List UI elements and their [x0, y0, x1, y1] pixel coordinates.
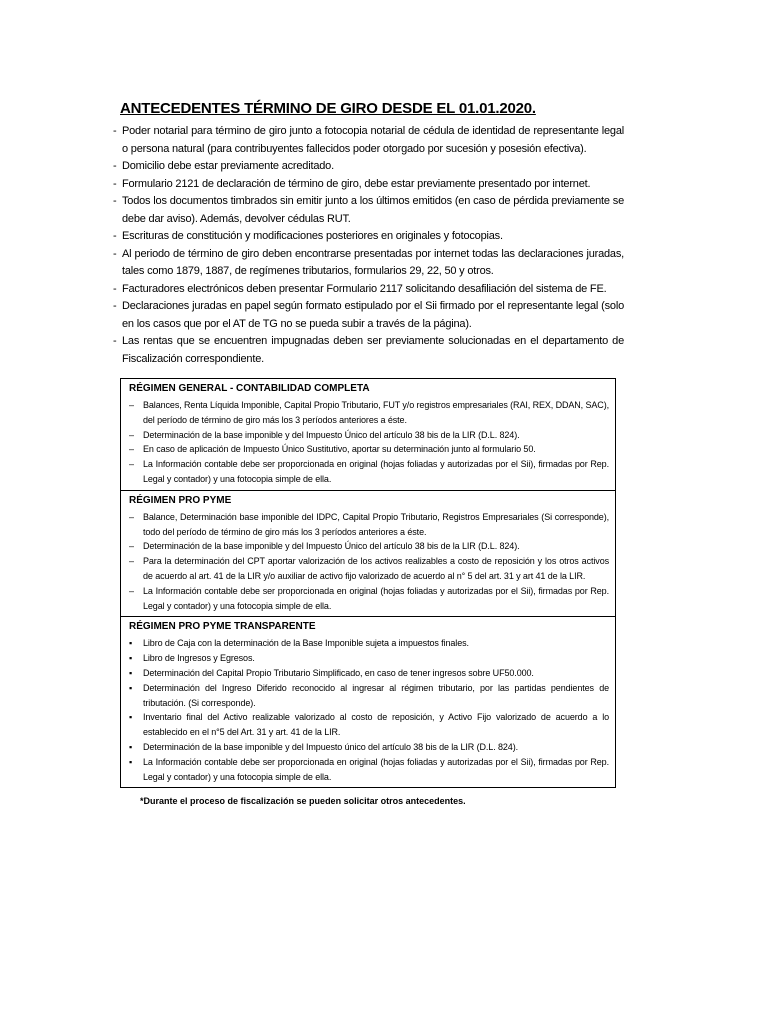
regime-general-title: RÉGIMEN GENERAL - CONTABILIDAD COMPLETA: [129, 383, 370, 394]
regime-general-list: [129, 398, 609, 487]
list-item: - Domicilio debe estar previamente acreditado.: [112, 158, 624, 176]
list-item: ▪ Determinación del Ingreso Diferido reconocido al ingresar al régimen tributario, por las partidas pendientes de tributación. (Si corresponde).: [129, 681, 609, 711]
list-item: - Las rentas que se encuentren impugnadas deben ser previamente solucionadas en el departamento de Fiscalización correspondiente.: [112, 333, 624, 368]
list-item: – La Información contable debe ser proporcionada en original (hojas foliadas y autorizadas por el Sii), firmadas por Rep. Legal y contador) y una fotocopia simple de ella.: [129, 457, 609, 487]
regime-pro-pyme-cell: [121, 490, 616, 617]
list-item: - Al periodo de término de giro deben encontrarse presentadas por internet todas las declaraciones juradas, tales como 1879, 1887, de regímenes tributarios, formularios 29, 22, 50 y otros.: [112, 246, 624, 281]
list-item: – La Información contable debe ser proporcionada en original (hojas foliadas y autorizadas por el Sii), firmadas por Rep. Legal y contador) y una fotocopia simple de ella.: [129, 584, 609, 614]
list-item: - Todos los documentos timbrados sin emitir junto a los últimos emitidos (en caso de pérdida previamente se debe dar aviso). Además, devolver cédulas RUT.: [112, 193, 624, 228]
list-item: – Balances, Renta Líquida Imponible, Capital Propio Tributario, FUT y/o registros empresariales (RAI, REX, DDAN, SAC), del período de término de giro más los 3 períodos anteriores a éste.: [129, 398, 609, 428]
list-item: ▪ Determinación de la base imponible y del Impuesto único del artículo 38 bis de la LIR (D.L. 824).: [129, 740, 609, 755]
list-item: ▪ Determinación del Capital Propio Tributario Simplificado, en caso de tener ingresos sobre UF50.000.: [129, 666, 609, 681]
list-item: ▪ La Información contable debe ser proporcionada en original (hojas foliadas y autorizadas por el Sii), firmadas por Rep. Legal y contador) y una fotocopia simple de ella.: [129, 755, 609, 785]
document-content: [112, 100, 624, 806]
list-item: ▪ Inventario final del Activo realizable valorizado al costo de reposición, y Activo Fijo valorizado de acuerdo a lo establecido en el n°5 del Art. 31 y art. 41 de la LIR.: [129, 710, 609, 740]
list-item: - Escrituras de constitución y modificaciones posteriores en originales y fotocopias.: [112, 228, 624, 246]
table-row: [121, 617, 616, 788]
regime-transparente-title: RÉGIMEN PRO PYME TRANSPARENTE: [129, 621, 316, 633]
list-item: - Declaraciones juradas en papel según formato estipulado por el Sii firmado por el representante legal (solo en los casos que por el AT de TG no se pueda subir a través de la página).: [112, 298, 624, 333]
regime-pro-pyme-list: [129, 510, 609, 614]
requirements-list: [112, 123, 624, 368]
document-title: ANTECEDENTES TÉRMINO DE GIRO DESDE EL 01.01.2020.: [120, 100, 536, 117]
list-item: – En caso de aplicación de Impuesto Único Sustitutivo, aportar su determinación junto al formulario 50.: [129, 442, 609, 457]
regime-pro-pyme-title: RÉGIMEN PRO PYME: [129, 494, 232, 506]
list-item: - Poder notarial para término de giro junto a fotocopia notarial de cédula de identidad de representante legal o persona natural (para contribuyentes fallecidos poder otorgado por sucesión y posesión efectiva).: [112, 123, 624, 158]
regime-transparente-cell: [121, 617, 616, 788]
list-item: – Determinación de la base imponible y del Impuesto Único del artículo 38 bis de la LIR (D.L. 824).: [129, 539, 609, 554]
list-item: – Balance, Determinación base imponible del IDPC, Capital Propio Tributario, Registros Empresariales (Si corresponde), todo del período de término de giro más los 3 períodos anteriores a éste.: [129, 510, 609, 540]
list-item: ▪ Libro de Caja con la determinación de la Base Imponible sujeta a impuestos finales.: [129, 636, 609, 651]
footnote: *Durante el proceso de fiscalización se pueden solicitar otros antecedentes.: [140, 796, 466, 807]
regime-transparente-list: [129, 636, 609, 784]
list-item: – Para la determinación del CPT aportar valorización de los activos realizables a costo de reposición y los otros activos de acuerdo al art. 41 de la LIR y/o auxiliar de activo fijo valorizado de acuerdo al n° 5 del art. 31 y art 41 de la LIR.: [129, 554, 609, 584]
list-item: – Determinación de la base imponible y del Impuesto Único del artículo 38 bis de la LIR (D.L. 824).: [129, 428, 609, 443]
list-item: ▪ Libro de Ingresos y Egresos.: [129, 651, 609, 666]
list-item: - Facturadores electrónicos deben presentar Formulario 2117 solicitando desafiliación del sistema de FE.: [112, 281, 624, 299]
list-item: - Formulario 2121 de declaración de término de giro, debe estar previamente presentado por internet.: [112, 176, 624, 194]
table-row: [121, 379, 616, 491]
regimes-table: [120, 378, 616, 788]
table-row: [121, 490, 616, 617]
regime-general-cell: [121, 379, 616, 491]
